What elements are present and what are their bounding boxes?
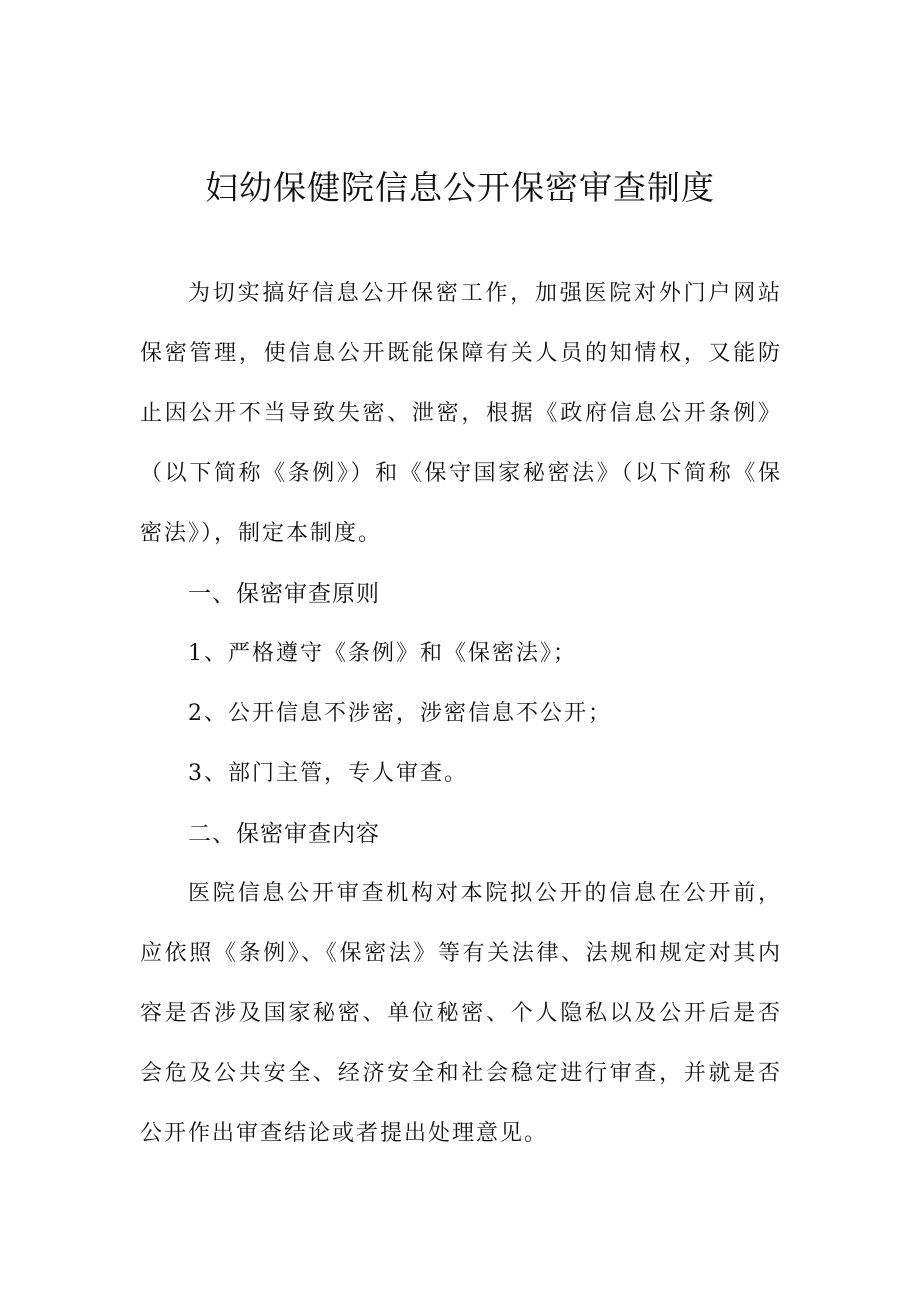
section-1-heading: 一、保密审查原则: [188, 581, 380, 607]
document-body: [140, 264, 782, 1164]
intro-paragraph: 为切实搞好信息公开保密工作，加强医院对外门户网站保密管理，使信息公开既能保障有关人员的知情权，又能防止因公开不当导致失密、泄密，根据《政府信息公开条例》（以下简称《条例》）和《保守国家秘密法》（以下简称《保密法》），制定本制度。: [140, 281, 782, 546]
section-2-heading: 二、保密审查内容: [188, 821, 380, 847]
section-1-item: 2、公开信息不涉密，涉密信息不公开；: [188, 701, 612, 726]
section-1-item: 3、部门主管，专人审查。: [188, 761, 468, 786]
section-2-paragraph: 医院信息公开审查机构对本院拟公开的信息在公开前，应依照《条例》、《保密法》等有关法律、法规和规定对其内容是否涉及国家秘密、单位秘密、个人隐私以及公开后是否会危及公共安全、经济安全和社会稳定进行审查，并就是否公开作出审查结论或者提出处理意见。: [140, 881, 782, 1146]
section-1-item: 1、严格遵守《条例》和《保密法》；: [188, 641, 577, 666]
document-title: 妇幼保健院信息公开保密审查制度: [205, 168, 715, 207]
